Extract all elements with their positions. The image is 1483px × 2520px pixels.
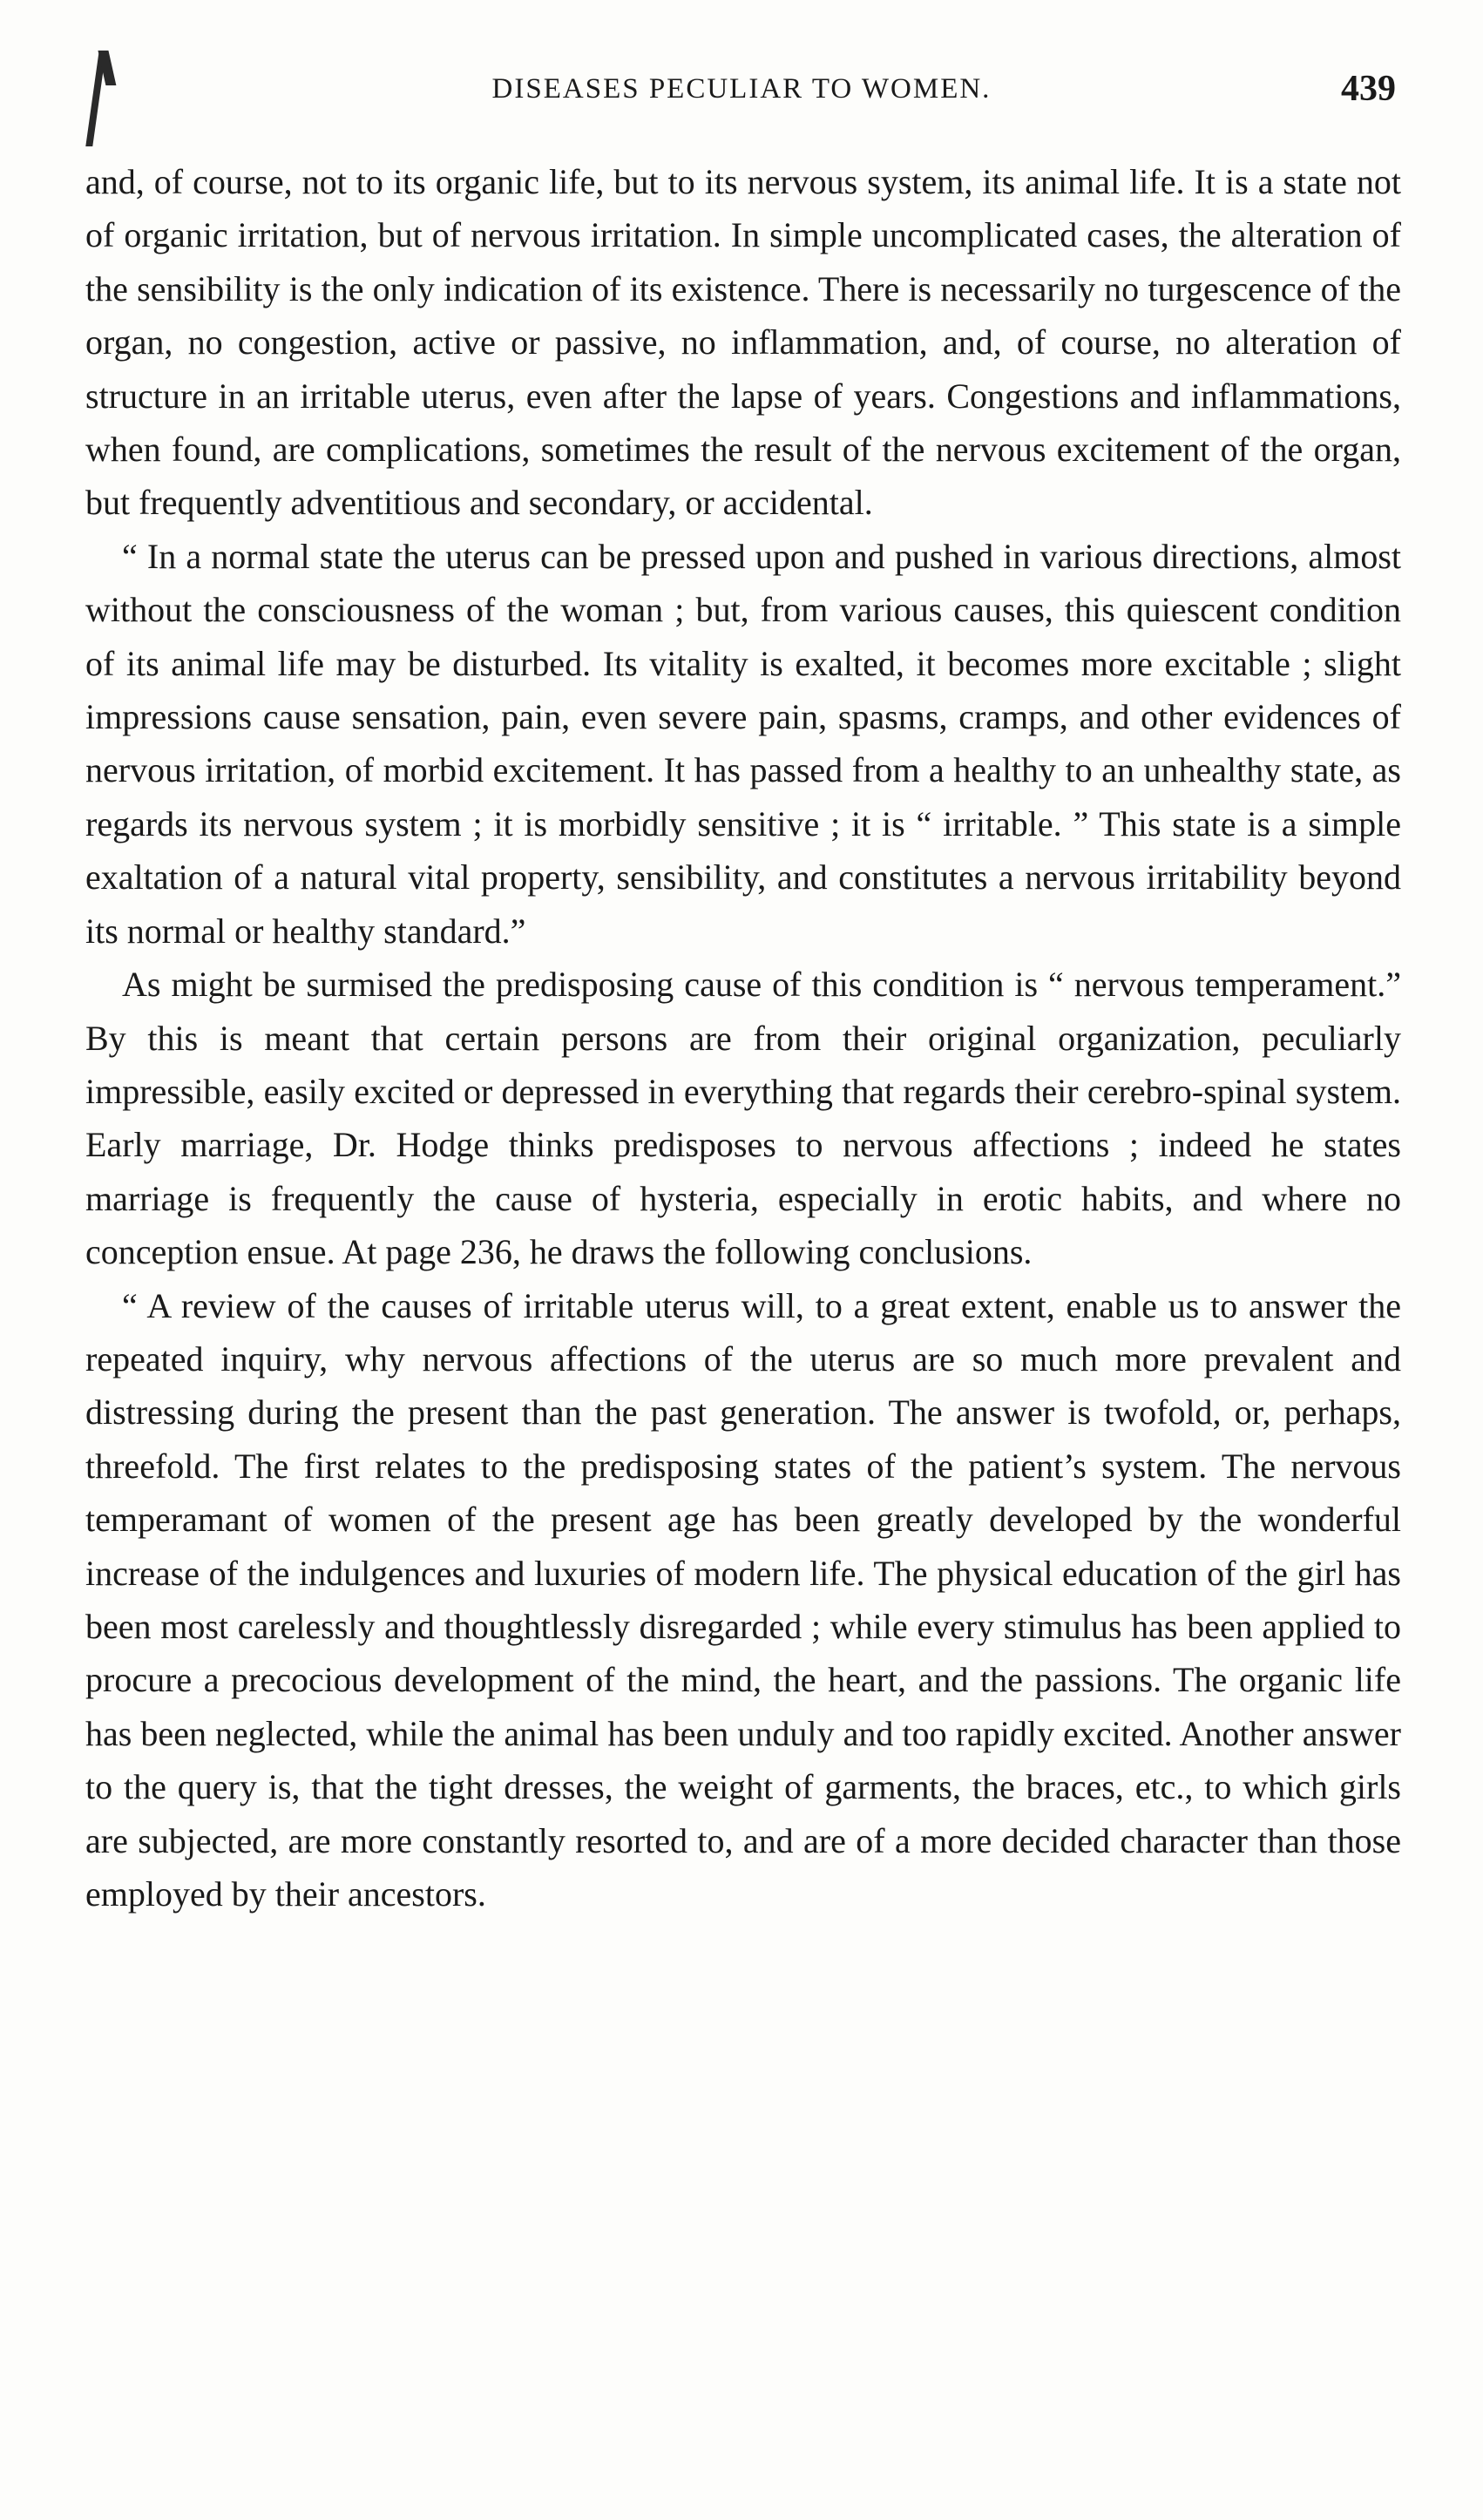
paragraph-2: “ In a normal state the uterus can be pressed upon and pushed in various directions, almost without the consciousness of the woman ; but, from various causes, this quiescent condition of its animal life may be disturbed. Its vitality is exalted, it becomes more excitable ; slight impressions cause sensation, pain, even severe pain, spasms, cramps, and other evidences of nervous irritation, of morbid excitement. It has passed from a healthy to an unhealthy state, as regards its nervous system ; it is morbidly sensitive ; it is “ irritable. ” This state is a simple exaltation of a natural vital property, sensibility, and constitutes a nervous irritability beyond its normal or healthy standard.” — [85, 536, 1401, 951]
paragraph-4: “ A review of the causes of irritable uterus will, to a great extent, enable us to answer the repeated inquiry, why nervous affections of the uterus are so much more prevalent and distressing during the present than the past generation. The answer is twofold, or, perhaps, threefold. The first relates to the predisposing states of the patient’s system. The nervous temperamant of women of the present age has been greatly developed by the wonderful increase of the indulgences and luxuries of modern life. The physical education of the girl has been most carelessly and thoughtlessly disregarded ; while every stimulus has been applied to procure a precocious development of the mind, the heart, and the passions. The organic life has been neglected, while the animal has been unduly and too rapidly excited. Another answer to the query is, that the tight dresses, the weight of garments, the braces, etc., to which girls are subjected, are more constantly resorted to, and are of a more decided character than those employed by their ancestors. — [85, 1285, 1401, 1914]
running-head: DISEASES PECULIAR TO WOMEN. — [491, 73, 992, 105]
paragraph-3: As might be surmised the predisposing cause of this condition is “ nervous temperament.” By this is meant that certain persons are from their original organization, peculiarly impressible, easily excited or depressed in everything that regards their cerebro-spinal system. Early marriage, Dr. Hodge thinks predisposes to nervous affections ; indeed he states marriage is frequently the cause of hysteria, especially in erotic habits, and where no conception ensue. At page 236, he draws the following conclusions. — [85, 965, 1401, 1272]
page-number: 439 — [1341, 69, 1396, 109]
page-header — [87, 63, 1396, 115]
body-text — [85, 155, 1401, 1920]
paragraph-1: and, of course, not to its organic life, but to its nervous system, its animal life. It is a state not of organic irritation, but of nervous irritation. In simple uncomplicated cases, the alteration of the sensibility is the only indication of its existence. There is necessarily no turgescence of the organ, no congestion, active or passive, no inflammation, and, of course, no alteration of structure in an irritable uterus, even after the lapse of years. Congestions and inflammations, when found, are complications, sometimes the result of the nervous excitement of the organ, but frequently adventitious and secondary, or accidental. — [85, 162, 1401, 523]
